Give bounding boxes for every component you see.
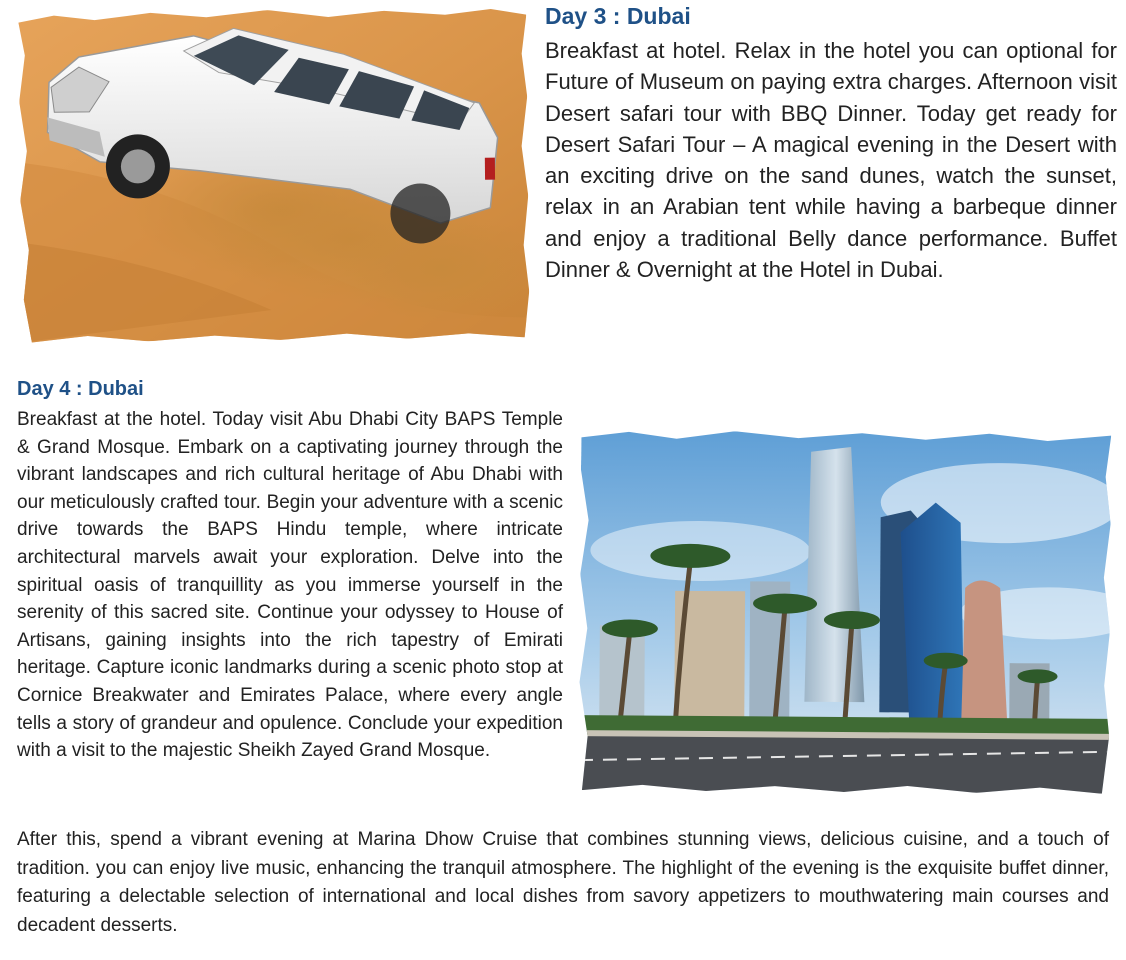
- day-3-title: Day 3 : Dubai: [545, 3, 691, 29]
- abu-dhabi-skyline-photo: [579, 430, 1112, 794]
- day-4-evening-description: After this, spend a vibrant evening at Marina Dhow Cruise that combines stunning views, delicious cuisine, and a touch of tradition. you can enjoy live music, enhancing the tranquil atmosphere. The highlight of the evening is the exquisite buffet dinner, featuring a delectable selection of international and local dishes from savory appetizers to mouthwatering main courses and decadent desserts.: [17, 829, 1109, 936]
- desert-safari-photo: [18, 7, 529, 342]
- day-3-description: Breakfast at hotel. Relax in the hotel you can optional for Future of Museum on paying extra charges. Afternoon visit Desert safari tour with BBQ Dinner. Today get ready for Desert Safari Tour – A magical evening in the Desert with an exciting drive on the sand dunes, watch the sunset, relax in an Arabian tent while having a barbeque dinner and enjoy a traditional Belly dance performance. Buffet Dinner & Overnight at the Hotel in Dubai.: [545, 38, 1117, 283]
- day-4-title: Day 4 : Dubai: [17, 378, 144, 400]
- day-4-description: Breakfast at the hotel. Today visit Abu Dhabi City BAPS Temple & Grand Mosque. Embark on a captivating journey through the vibrant landscapes and rich cultural heritage of Abu Dhabi with our meticulously crafted tour. Begin your adventure with a scenic drive towards the BAPS Hindu temple, where intricate architectural marvels await your exploration. Delve into the spiritual oasis of tranquillity as you immerse yourself in the serenity of this sacred site. Continue your odyssey to House of Artisans, gaining insights into the rich tapestry of Emirati heritage. Capture iconic landmarks during a scenic photo stop at Cornice Breakwater and Emirates Palace, where every angle tells a story of grandeur and opulence. Conclude your expedition with a visit to the majestic Sheikh Zayed Grand Mosque.: [17, 409, 563, 762]
